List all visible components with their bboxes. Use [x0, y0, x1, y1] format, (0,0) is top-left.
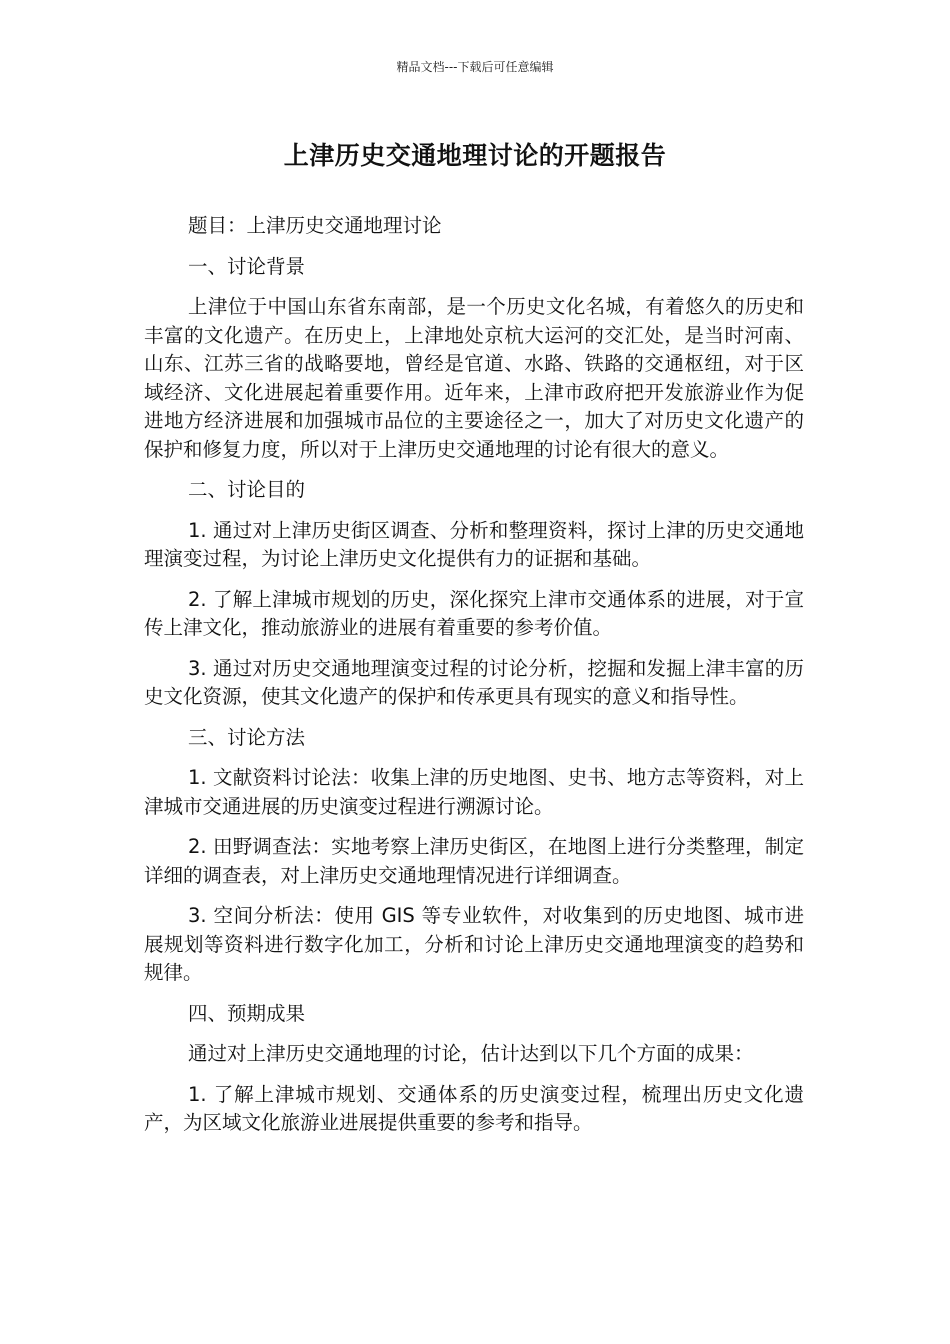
document-title: 上津历史交通地理讨论的开题报告	[283, 141, 667, 170]
background-paragraph: 上津位于中国山东省东南部，是一个历史文化名城，有着悠久的历史和丰富的文化遗产。在历史上，上津地处京杭大运河的交汇处，是当时河南、山东、江苏三省的战略要地，曾经是官道、水路、铁路的交通枢纽，对于区域经济、文化进展起着重要作用。近年来，上津市政府把开发旅游业作为促进地方经济进展和加强城市品位的主要途径之一，加大了对历史文化遗产的保护和修复力度，所以对于上津历史交通地理的讨论有很大的意义。	[144, 295, 804, 461]
method-item: 2. 田野调查法：实地考察上津历史街区，在地图上进行分类整理，制定详细的调查表，对上津历史交通地理情况进行详细调查。	[144, 835, 804, 887]
purpose-item: 3. 通过对历史交通地理演变过程的讨论分析，挖掘和发掘上津丰富的历史文化资源，使其文化遗产的保护和传承更具有现实的意义和指导性。	[144, 656, 804, 708]
section-heading-methods: 三、讨论方法	[188, 725, 306, 749]
section-heading-background: 一、讨论背景	[188, 254, 306, 278]
outcome-item: 1. 了解上津城市规划、交通体系的历史演变过程，梳理出历史文化遗产，为区域文化旅游业进展提供重要的参考和指导。	[144, 1082, 804, 1134]
outcomes-intro: 通过对上津历史交通地理的讨论，估计达到以下几个方面的成果：	[188, 1042, 754, 1065]
method-item: 3. 空间分析法：使用 GIS 等专业软件，对收集到的历史地图、城市进展规划等资料进行数字化加工，分析和讨论上津历史交通地理演变的趋势和规律。	[144, 904, 804, 984]
purpose-item: 2. 了解上津城市规划的历史，深化探究上津市交通体系的进展，对于宣传上津文化，推动旅游业的进展有着重要的参考价值。	[144, 587, 804, 639]
section-heading-purpose: 二、讨论目的	[188, 478, 306, 501]
document-body	[144, 212, 804, 1150]
topic-line: 题目：上津历史交通地理讨论	[188, 214, 442, 237]
purpose-item: 1. 通过对上津历史街区调查、分析和整理资料，探讨上津的历史交通地理演变过程，为讨论上津历史文化提供有力的证据和基础。	[144, 518, 804, 570]
method-item: 1. 文献资料讨论法：收集上津的历史地图、史书、地方志等资料，对上津城市交通进展的历史演变过程进行溯源讨论。	[144, 766, 804, 818]
header-note: 精品文档---下载后可任意编辑	[396, 60, 554, 74]
section-heading-outcomes: 四、预期成果	[188, 1001, 306, 1025]
